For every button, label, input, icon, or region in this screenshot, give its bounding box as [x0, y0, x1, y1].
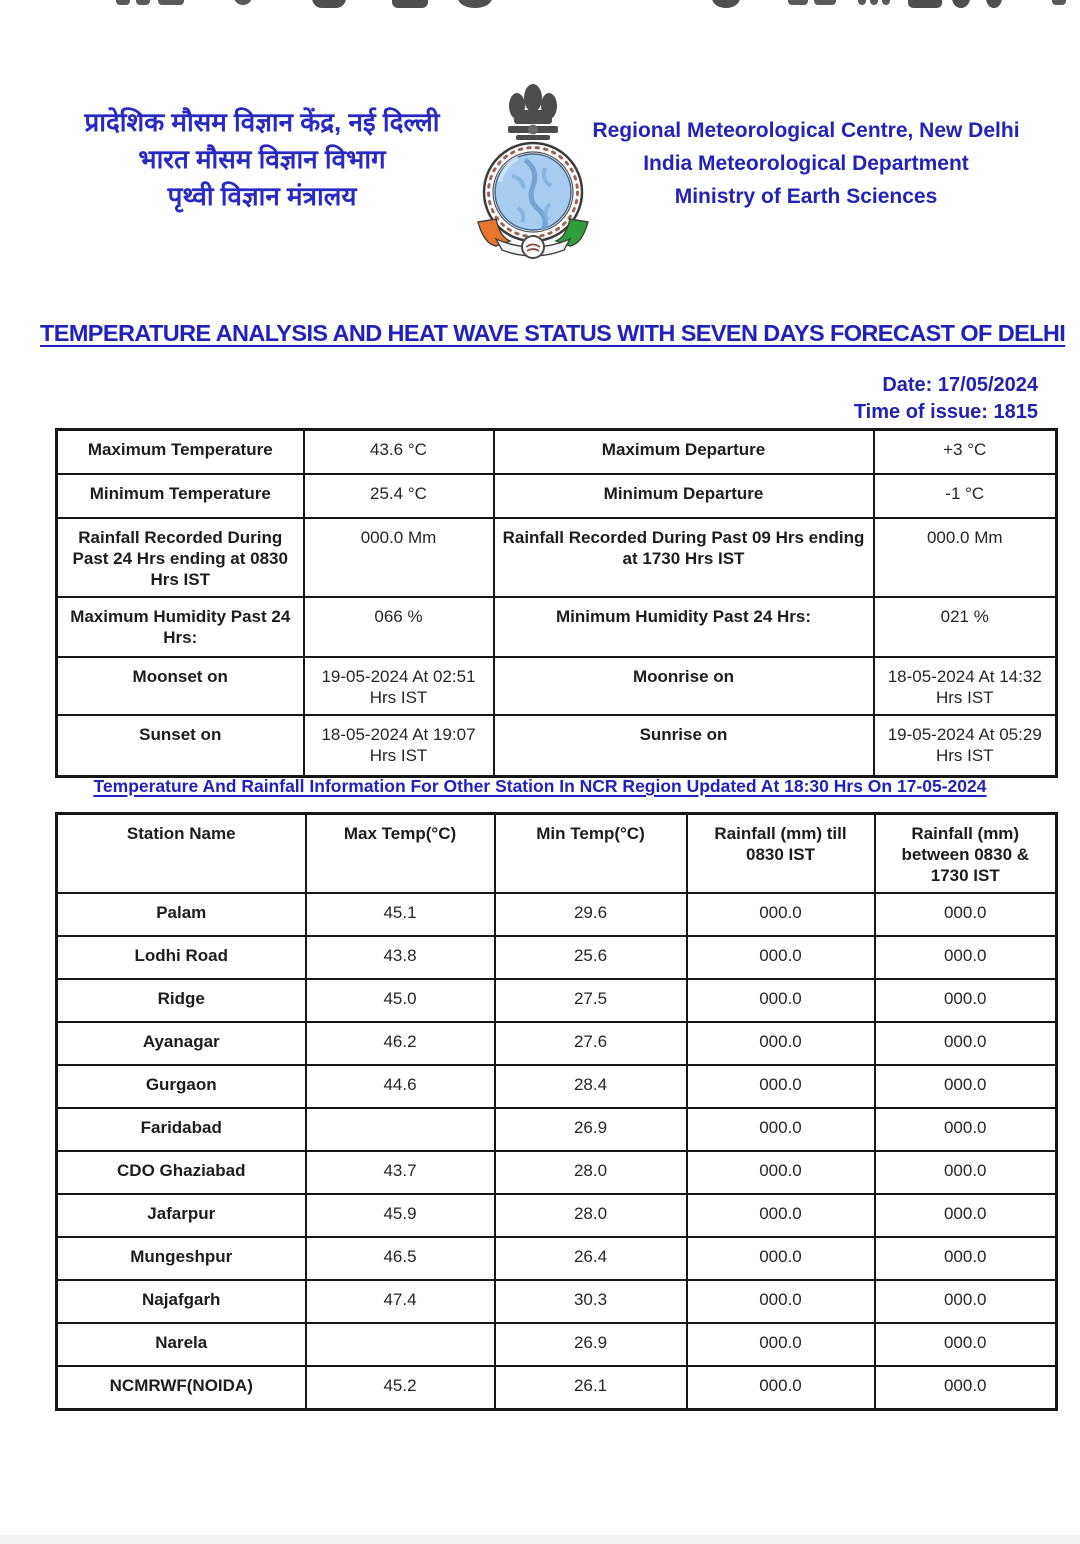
column-header: Rainfall (mm) till 0830 IST — [687, 814, 875, 894]
rainfall-0830: 000.0 — [687, 1366, 875, 1409]
station-name: Ayanagar — [57, 1022, 306, 1065]
rainfall-0830: 000.0 — [687, 1151, 875, 1194]
toolbar-icon-fragment — [136, 0, 150, 5]
summary-value: 18-05-2024 At 19:07 Hrs IST — [304, 715, 494, 777]
summary-table — [55, 428, 1058, 778]
station-name: Gurgaon — [57, 1065, 306, 1108]
toolbar-icon-fragment — [116, 0, 130, 5]
table-row — [57, 1237, 1057, 1280]
summary-value: 021 % — [874, 597, 1057, 657]
min-temp: 26.9 — [495, 1323, 687, 1366]
max-temp — [306, 1323, 495, 1366]
rainfall-0830: 000.0 — [687, 1065, 875, 1108]
summary-label: Minimum Temperature — [57, 474, 304, 518]
station-name: Mungeshpur — [57, 1237, 306, 1280]
min-temp: 28.0 — [495, 1194, 687, 1237]
summary-value: +3 °C — [874, 430, 1057, 474]
max-temp: 45.9 — [306, 1194, 495, 1237]
station-name: Najafgarh — [57, 1280, 306, 1323]
rainfall-0830: 000.0 — [687, 1280, 875, 1323]
toolbar-icon-fragment[interactable] — [712, 0, 740, 8]
rainfall-0830-1730: 000.0 — [875, 1237, 1057, 1280]
table-row — [57, 715, 1057, 777]
rainfall-0830: 000.0 — [687, 1022, 875, 1065]
table-row — [57, 1065, 1057, 1108]
ncr-section-heading: Temperature And Rainfall Information For Other Station In NCR Region Updated At 18:30 Hrs On 17-05-2024 — [93, 776, 987, 796]
hindi-line: प्रादेशिक मौसम विज्ञान केंद्र, नई दिल्ली — [84, 107, 440, 137]
station-table — [55, 812, 1058, 1411]
summary-value: 066 % — [304, 597, 494, 657]
summary-value: 000.0 Mm — [304, 518, 494, 597]
toolbar-icon-fragment[interactable] — [814, 0, 836, 5]
summary-label: Rainfall Recorded During Past 24 Hrs ending at 0830 Hrs IST — [57, 518, 304, 597]
toolbar-icon-fragment[interactable] — [392, 0, 428, 8]
table-row — [57, 1022, 1057, 1065]
hindi-line: पृथ्वी विज्ञान मंत्रालय — [167, 181, 357, 211]
english-line: Ministry of Earth Sciences — [674, 185, 938, 208]
english-line: Regional Meteorological Centre, New Delhi — [592, 119, 1020, 142]
min-temp: 30.3 — [495, 1280, 687, 1323]
rainfall-0830-1730: 000.0 — [875, 936, 1057, 979]
rainfall-0830-1730: 000.0 — [875, 1022, 1057, 1065]
signal-bars-icon — [882, 0, 890, 5]
summary-label: Sunset on — [57, 715, 304, 777]
rainfall-0830-1730: 000.0 — [875, 1151, 1057, 1194]
rainfall-0830-1730: 000.0 — [875, 1280, 1057, 1323]
table-row — [57, 1323, 1057, 1366]
issue-info — [638, 372, 1038, 426]
min-temp: 27.6 — [495, 1022, 687, 1065]
viewport-bottom-strip — [0, 1535, 1080, 1544]
table-header-row — [57, 814, 1057, 894]
summary-label: Sunrise on — [494, 715, 874, 777]
ashoka-lion-capital-icon — [508, 84, 558, 140]
rainfall-0830: 000.0 — [687, 979, 875, 1022]
summary-value: 25.4 °C — [304, 474, 494, 518]
max-temp — [306, 1108, 495, 1151]
table-row — [57, 1366, 1057, 1409]
station-name: Lodhi Road — [57, 936, 306, 979]
rainfall-0830-1730: 000.0 — [875, 1065, 1057, 1108]
column-header: Max Temp(°C) — [306, 814, 495, 894]
rainfall-0830: 000.0 — [687, 1194, 875, 1237]
station-name: Palam — [57, 893, 306, 936]
table-row — [57, 979, 1057, 1022]
min-temp: 25.6 — [495, 936, 687, 979]
table-row — [57, 1108, 1057, 1151]
summary-value: 19-05-2024 At 02:51 Hrs IST — [304, 657, 494, 715]
summary-label: Maximum Humidity Past 24 Hrs: — [57, 597, 304, 657]
table-row — [57, 936, 1057, 979]
signal-bars-icon — [870, 0, 878, 5]
min-temp: 26.1 — [495, 1366, 687, 1409]
signal-bars-icon — [858, 0, 866, 5]
table-row — [57, 597, 1057, 657]
rainfall-0830: 000.0 — [687, 1237, 875, 1280]
station-name: Faridabad — [57, 1108, 306, 1151]
rainfall-0830-1730: 000.0 — [875, 1108, 1057, 1151]
min-temp: 29.6 — [495, 893, 687, 936]
toolbar-icon-fragment[interactable] — [986, 0, 1002, 8]
toolbar-icon-fragment[interactable] — [788, 0, 808, 5]
max-temp: 46.5 — [306, 1237, 495, 1280]
min-temp: 26.4 — [495, 1237, 687, 1280]
english-line: India Meteorological Department — [643, 152, 969, 175]
issue-date: Date: 17/05/2024 — [882, 374, 1038, 396]
max-temp: 43.7 — [306, 1151, 495, 1194]
letterhead-english — [588, 114, 1024, 213]
summary-label: Rainfall Recorded During Past 09 Hrs ending at 1730 Hrs IST — [494, 518, 874, 597]
summary-label: Maximum Departure — [494, 430, 874, 474]
toolbar-icon-fragment — [158, 0, 184, 5]
summary-value: -1 °C — [874, 474, 1057, 518]
min-temp: 27.5 — [495, 979, 687, 1022]
max-temp: 45.1 — [306, 893, 495, 936]
rainfall-0830-1730: 000.0 — [875, 1323, 1057, 1366]
rainfall-0830: 000.0 — [687, 936, 875, 979]
column-header: Station Name — [57, 814, 306, 894]
rainfall-0830-1730: 000.0 — [875, 1366, 1057, 1409]
summary-label: Maximum Temperature — [57, 430, 304, 474]
table-row — [57, 1151, 1057, 1194]
page-title: TEMPERATURE ANALYSIS AND HEAT WAVE STATUS WITH SEVEN DAYS FORECAST OF DELHI — [40, 320, 1066, 346]
table-row — [57, 1194, 1057, 1237]
table-row — [57, 893, 1057, 936]
rainfall-0830: 000.0 — [687, 893, 875, 936]
max-temp: 44.6 — [306, 1065, 495, 1108]
summary-value: 000.0 Mm — [874, 518, 1057, 597]
rainfall-0830-1730: 000.0 — [875, 1194, 1057, 1237]
table-row — [57, 518, 1057, 597]
cutoff-toolbar — [0, 0, 1080, 14]
summary-label: Moonset on — [57, 657, 304, 715]
column-header: Rainfall (mm) between 0830 & 1730 IST — [875, 814, 1057, 894]
letterhead-hindi — [62, 104, 462, 215]
rainfall-0830: 000.0 — [687, 1323, 875, 1366]
min-temp: 26.9 — [495, 1108, 687, 1151]
summary-label: Moonrise on — [494, 657, 874, 715]
toolbar-icon-fragment[interactable] — [312, 0, 346, 8]
table-row — [57, 430, 1057, 474]
max-temp: 46.2 — [306, 1022, 495, 1065]
hindi-line: भारत मौसम विज्ञान विभाग — [138, 144, 386, 174]
rainfall-0830-1730: 000.0 — [875, 893, 1057, 936]
ribbon-badge — [522, 236, 544, 258]
max-temp: 47.4 — [306, 1280, 495, 1323]
imd-emblem-logo — [470, 76, 596, 260]
rainfall-0830: 000.0 — [687, 1108, 875, 1151]
globe-icon — [495, 154, 571, 230]
summary-value: 43.6 °C — [304, 430, 494, 474]
table-row — [57, 657, 1057, 715]
summary-label: Minimum Humidity Past 24 Hrs: — [494, 597, 874, 657]
toolbar-icon-fragment[interactable] — [1052, 0, 1066, 5]
station-name: Narela — [57, 1323, 306, 1366]
toolbar-icon-fragment[interactable] — [952, 0, 970, 8]
max-temp: 43.8 — [306, 936, 495, 979]
table-row — [57, 1280, 1057, 1323]
toolbar-icon-fragment[interactable] — [234, 0, 252, 5]
summary-value: 19-05-2024 At 05:29 Hrs IST — [874, 715, 1057, 777]
imd-emblem-graphic — [470, 76, 596, 260]
column-header: Min Temp(°C) — [495, 814, 687, 894]
battery-icon — [908, 0, 942, 8]
station-name: NCMRWF(NOIDA) — [57, 1366, 306, 1409]
min-temp: 28.4 — [495, 1065, 687, 1108]
table-row — [57, 474, 1057, 518]
station-name: Jafarpur — [57, 1194, 306, 1237]
station-name: Ridge — [57, 979, 306, 1022]
issue-time: Time of issue: 1815 — [853, 401, 1038, 423]
max-temp: 45.0 — [306, 979, 495, 1022]
summary-value: 18-05-2024 At 14:32 Hrs IST — [874, 657, 1057, 715]
rainfall-0830-1730: 000.0 — [875, 979, 1057, 1022]
toolbar-icon-fragment[interactable] — [458, 0, 492, 8]
min-temp: 28.0 — [495, 1151, 687, 1194]
summary-label: Minimum Departure — [494, 474, 874, 518]
station-name: CDO Ghaziabad — [57, 1151, 306, 1194]
max-temp: 45.2 — [306, 1366, 495, 1409]
